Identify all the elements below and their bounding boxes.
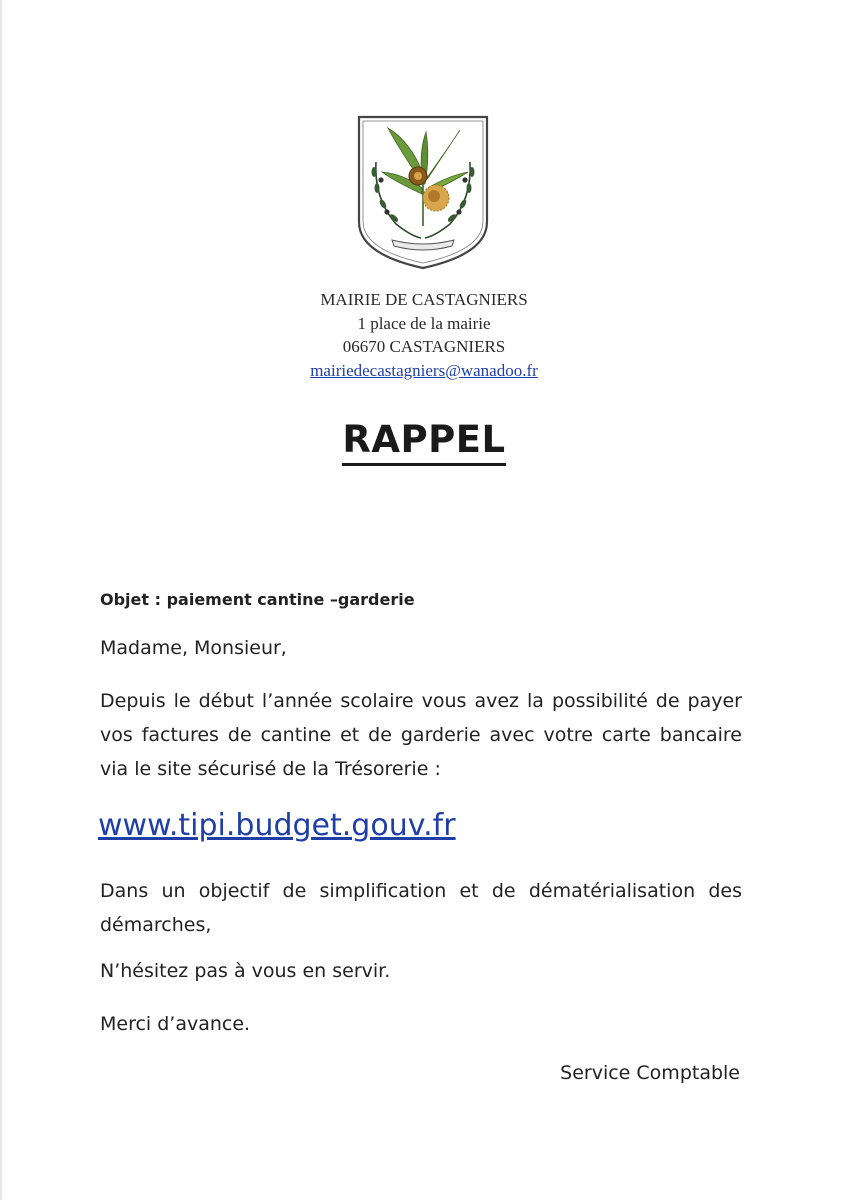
letter-paragraph-3: N’hésitez pas à vous en servir. [100, 960, 391, 982]
letter-paragraph-1: Depuis le début l’année scolaire vous avez la possibilité de payer vos factures de cantine et de garderie avec votre carte bancaire via le site sécurisé de la Trésorerie : [100, 690, 742, 780]
mairie-name: MAIRIE DE CASTAGNIERS [320, 290, 528, 309]
letter-paragraph-4: Merci d’avance. [100, 1013, 251, 1035]
mairie-email-link[interactable]: mairiedecastagniers@wanadoo.fr [310, 360, 538, 380]
title-block [0, 418, 848, 461]
letter-signature: Service Comptable [560, 1062, 740, 1084]
mairie-address: 1 place de la mairie [357, 313, 491, 333]
mairie-city: 06670 CASTAGNIERS [342, 337, 506, 356]
letter-subject: Objet : paiement cantine –garderie [100, 590, 415, 609]
coat-of-arms-icon [356, 114, 490, 272]
letter-paragraph-2: Dans un objectif de simplification et de dématérialisation des démarches, [100, 880, 742, 936]
scan-edge [0, 0, 2, 1200]
payment-site-link[interactable]: www.tipi.budget.gouv.fr [98, 808, 456, 843]
letter-salutation: Madame, Monsieur, [100, 637, 287, 659]
letterhead [0, 288, 848, 382]
page-title: RAPPEL [342, 418, 505, 466]
